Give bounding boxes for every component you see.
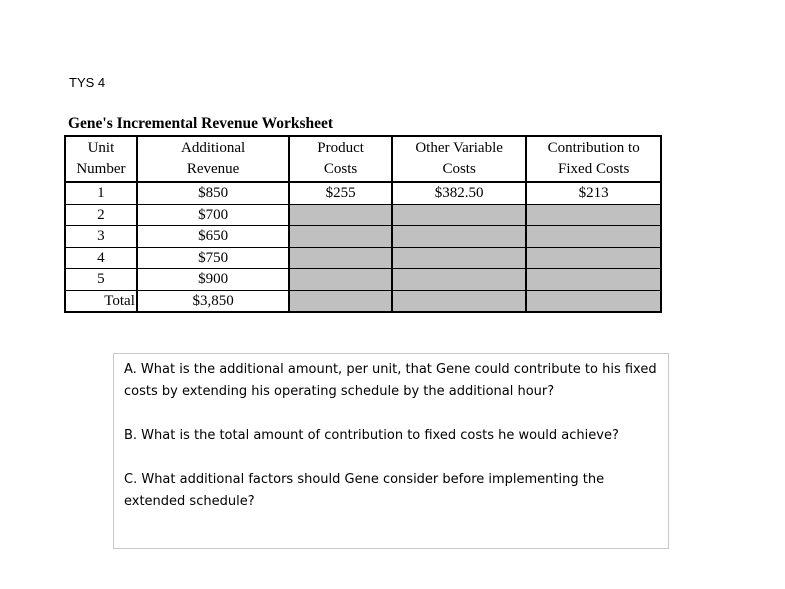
table-row	[65, 182, 661, 204]
other-cost-cell	[392, 204, 526, 226]
header-unit-number: Unit Number	[65, 136, 137, 182]
question-c: C. What additional factors should Gene consider before implementing the extended schedule?	[124, 472, 605, 509]
other-cost-cell	[392, 269, 526, 291]
question-b: B. What is the total amount of contribution to fixed costs he would achieve?	[124, 428, 619, 443]
revenue-cell: $650	[137, 226, 289, 248]
question-a: A. What is the additional amount, per unit, that Gene could contribute to his fixed costs by extending his operating schedule by the additional hour?	[124, 362, 657, 399]
total-label: Total	[65, 290, 137, 312]
total-contribution-cell	[526, 290, 661, 312]
total-revenue-cell: $3,850	[137, 290, 289, 312]
unit-cell: 4	[65, 247, 137, 269]
section-label: TYS 4	[69, 75, 106, 90]
total-row	[65, 290, 661, 312]
header-additional-revenue: Additional Revenue	[137, 136, 289, 182]
table-row	[65, 269, 661, 291]
total-other-cost-cell	[392, 290, 526, 312]
revenue-cell: $850	[137, 182, 289, 204]
product-cost-cell: $255	[289, 182, 392, 204]
revenue-worksheet-table	[64, 135, 662, 313]
table-row	[65, 226, 661, 248]
other-cost-cell	[392, 247, 526, 269]
contribution-cell: $213	[526, 182, 661, 204]
unit-cell: 5	[65, 269, 137, 291]
header-other-variable-costs: Other Variable Costs	[392, 136, 526, 182]
other-cost-cell	[392, 226, 526, 248]
unit-cell: 1	[65, 182, 137, 204]
product-cost-cell	[289, 247, 392, 269]
worksheet-title: Gene's Incremental Revenue Worksheet	[68, 115, 334, 132]
revenue-cell: $700	[137, 204, 289, 226]
total-product-cost-cell	[289, 290, 392, 312]
product-cost-cell	[289, 226, 392, 248]
table-header-row	[65, 136, 661, 182]
other-cost-cell: $382.50	[392, 182, 526, 204]
contribution-cell	[526, 269, 661, 291]
header-contribution-fixed-costs: Contribution to Fixed Costs	[526, 136, 661, 182]
product-cost-cell	[289, 269, 392, 291]
header-product-costs: Product Costs	[289, 136, 392, 182]
unit-cell: 3	[65, 226, 137, 248]
table-row	[65, 204, 661, 226]
table-row	[65, 247, 661, 269]
unit-cell: 2	[65, 204, 137, 226]
contribution-cell	[526, 247, 661, 269]
contribution-cell	[526, 204, 661, 226]
questions-box	[113, 353, 669, 549]
product-cost-cell	[289, 204, 392, 226]
contribution-cell	[526, 226, 661, 248]
revenue-cell: $750	[137, 247, 289, 269]
revenue-cell: $900	[137, 269, 289, 291]
